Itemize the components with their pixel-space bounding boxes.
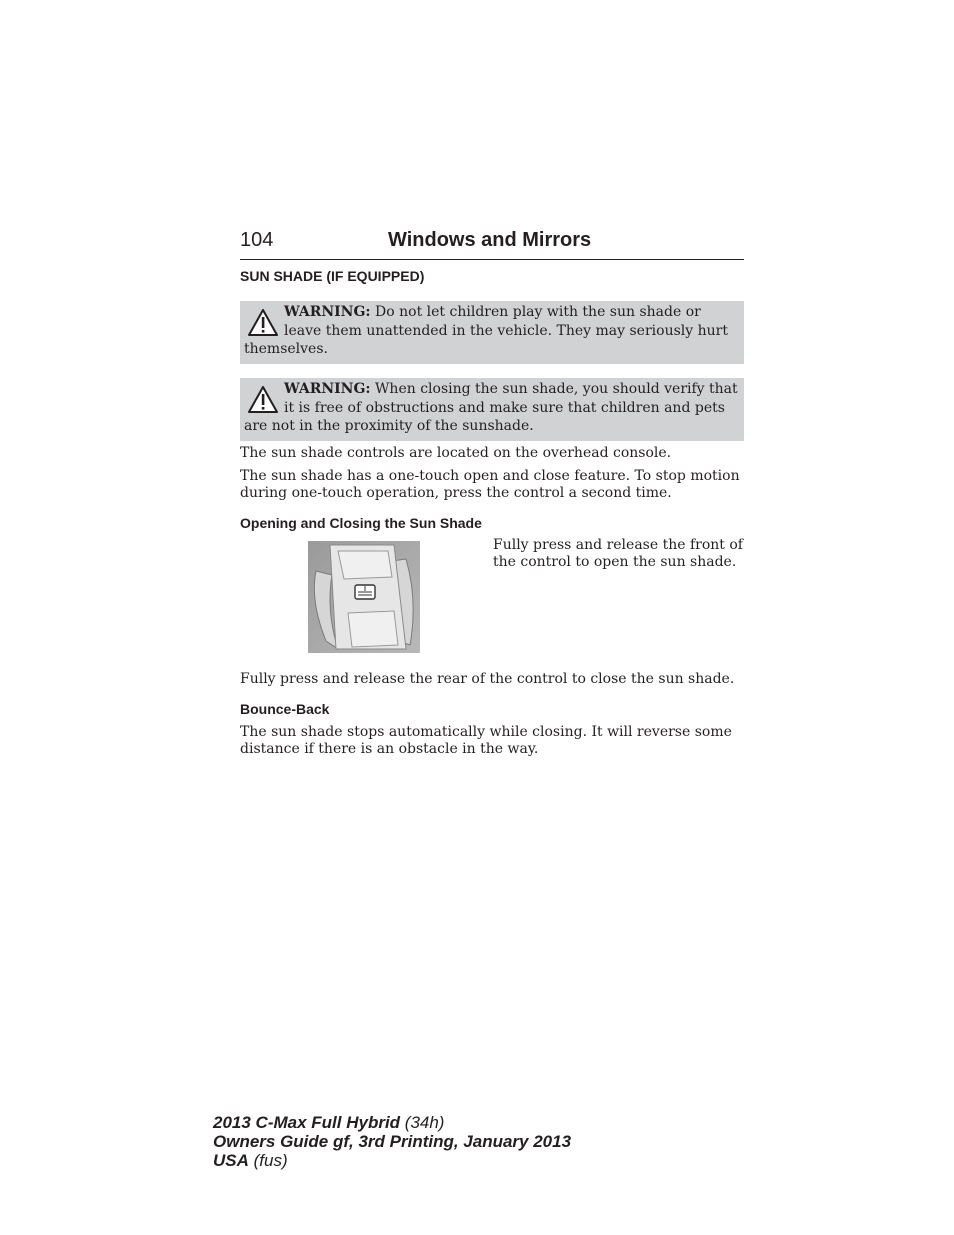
- warning-box-1: [240, 301, 744, 364]
- warning-text: When closing the sun shade, you should verify that it is free of obstructions and make sure that children and pets are not in the proximity of the sunshade.: [244, 381, 738, 434]
- sun-shade-control-image: [308, 541, 420, 653]
- warning-text: Do not let children play with the sun shade or leave them unattended in the vehicle. They may seriously hurt themselves.: [244, 304, 728, 357]
- subheading-bounce-back: Bounce-Back: [240, 701, 330, 717]
- paragraph-close-control: Fully press and release the rear of the control to close the sun shade.: [240, 671, 735, 687]
- page-footer: [213, 1113, 571, 1170]
- subheading-opening: Opening and Closing the Sun Shade: [240, 515, 482, 531]
- footer-line-model: 2013 C-Max Full Hybrid (34h): [213, 1113, 445, 1132]
- warning-triangle-icon: [244, 382, 284, 416]
- chapter-title: Windows and Mirrors: [388, 229, 592, 251]
- footer-line-market: USA (fus): [213, 1151, 288, 1170]
- section-title: SUN SHADE (IF EQUIPPED): [240, 268, 425, 284]
- paragraph-controls-location: The sun shade controls are located on the overhead console.: [240, 445, 672, 461]
- warning-label: WARNING:: [284, 381, 371, 397]
- figure-caption: Fully press and release the front of the control to open the sun shade.: [493, 537, 743, 570]
- warning-label: WARNING:: [284, 304, 371, 320]
- warning-box-2: [240, 378, 744, 441]
- paragraph-one-touch: The sun shade has a one-touch open and close feature. To stop motion during one-touch operation, press the control a second time.: [240, 468, 740, 501]
- footer-line-guide: Owners Guide gf, 3rd Printing, January 2013: [213, 1132, 572, 1151]
- page-number: 104: [240, 229, 274, 251]
- paragraph-bounce-back: The sun shade stops automatically while closing. It will reverse some distance if there is an obstacle in the way.: [240, 724, 732, 757]
- page-header: [240, 228, 744, 260]
- warning-triangle-icon: [244, 305, 284, 339]
